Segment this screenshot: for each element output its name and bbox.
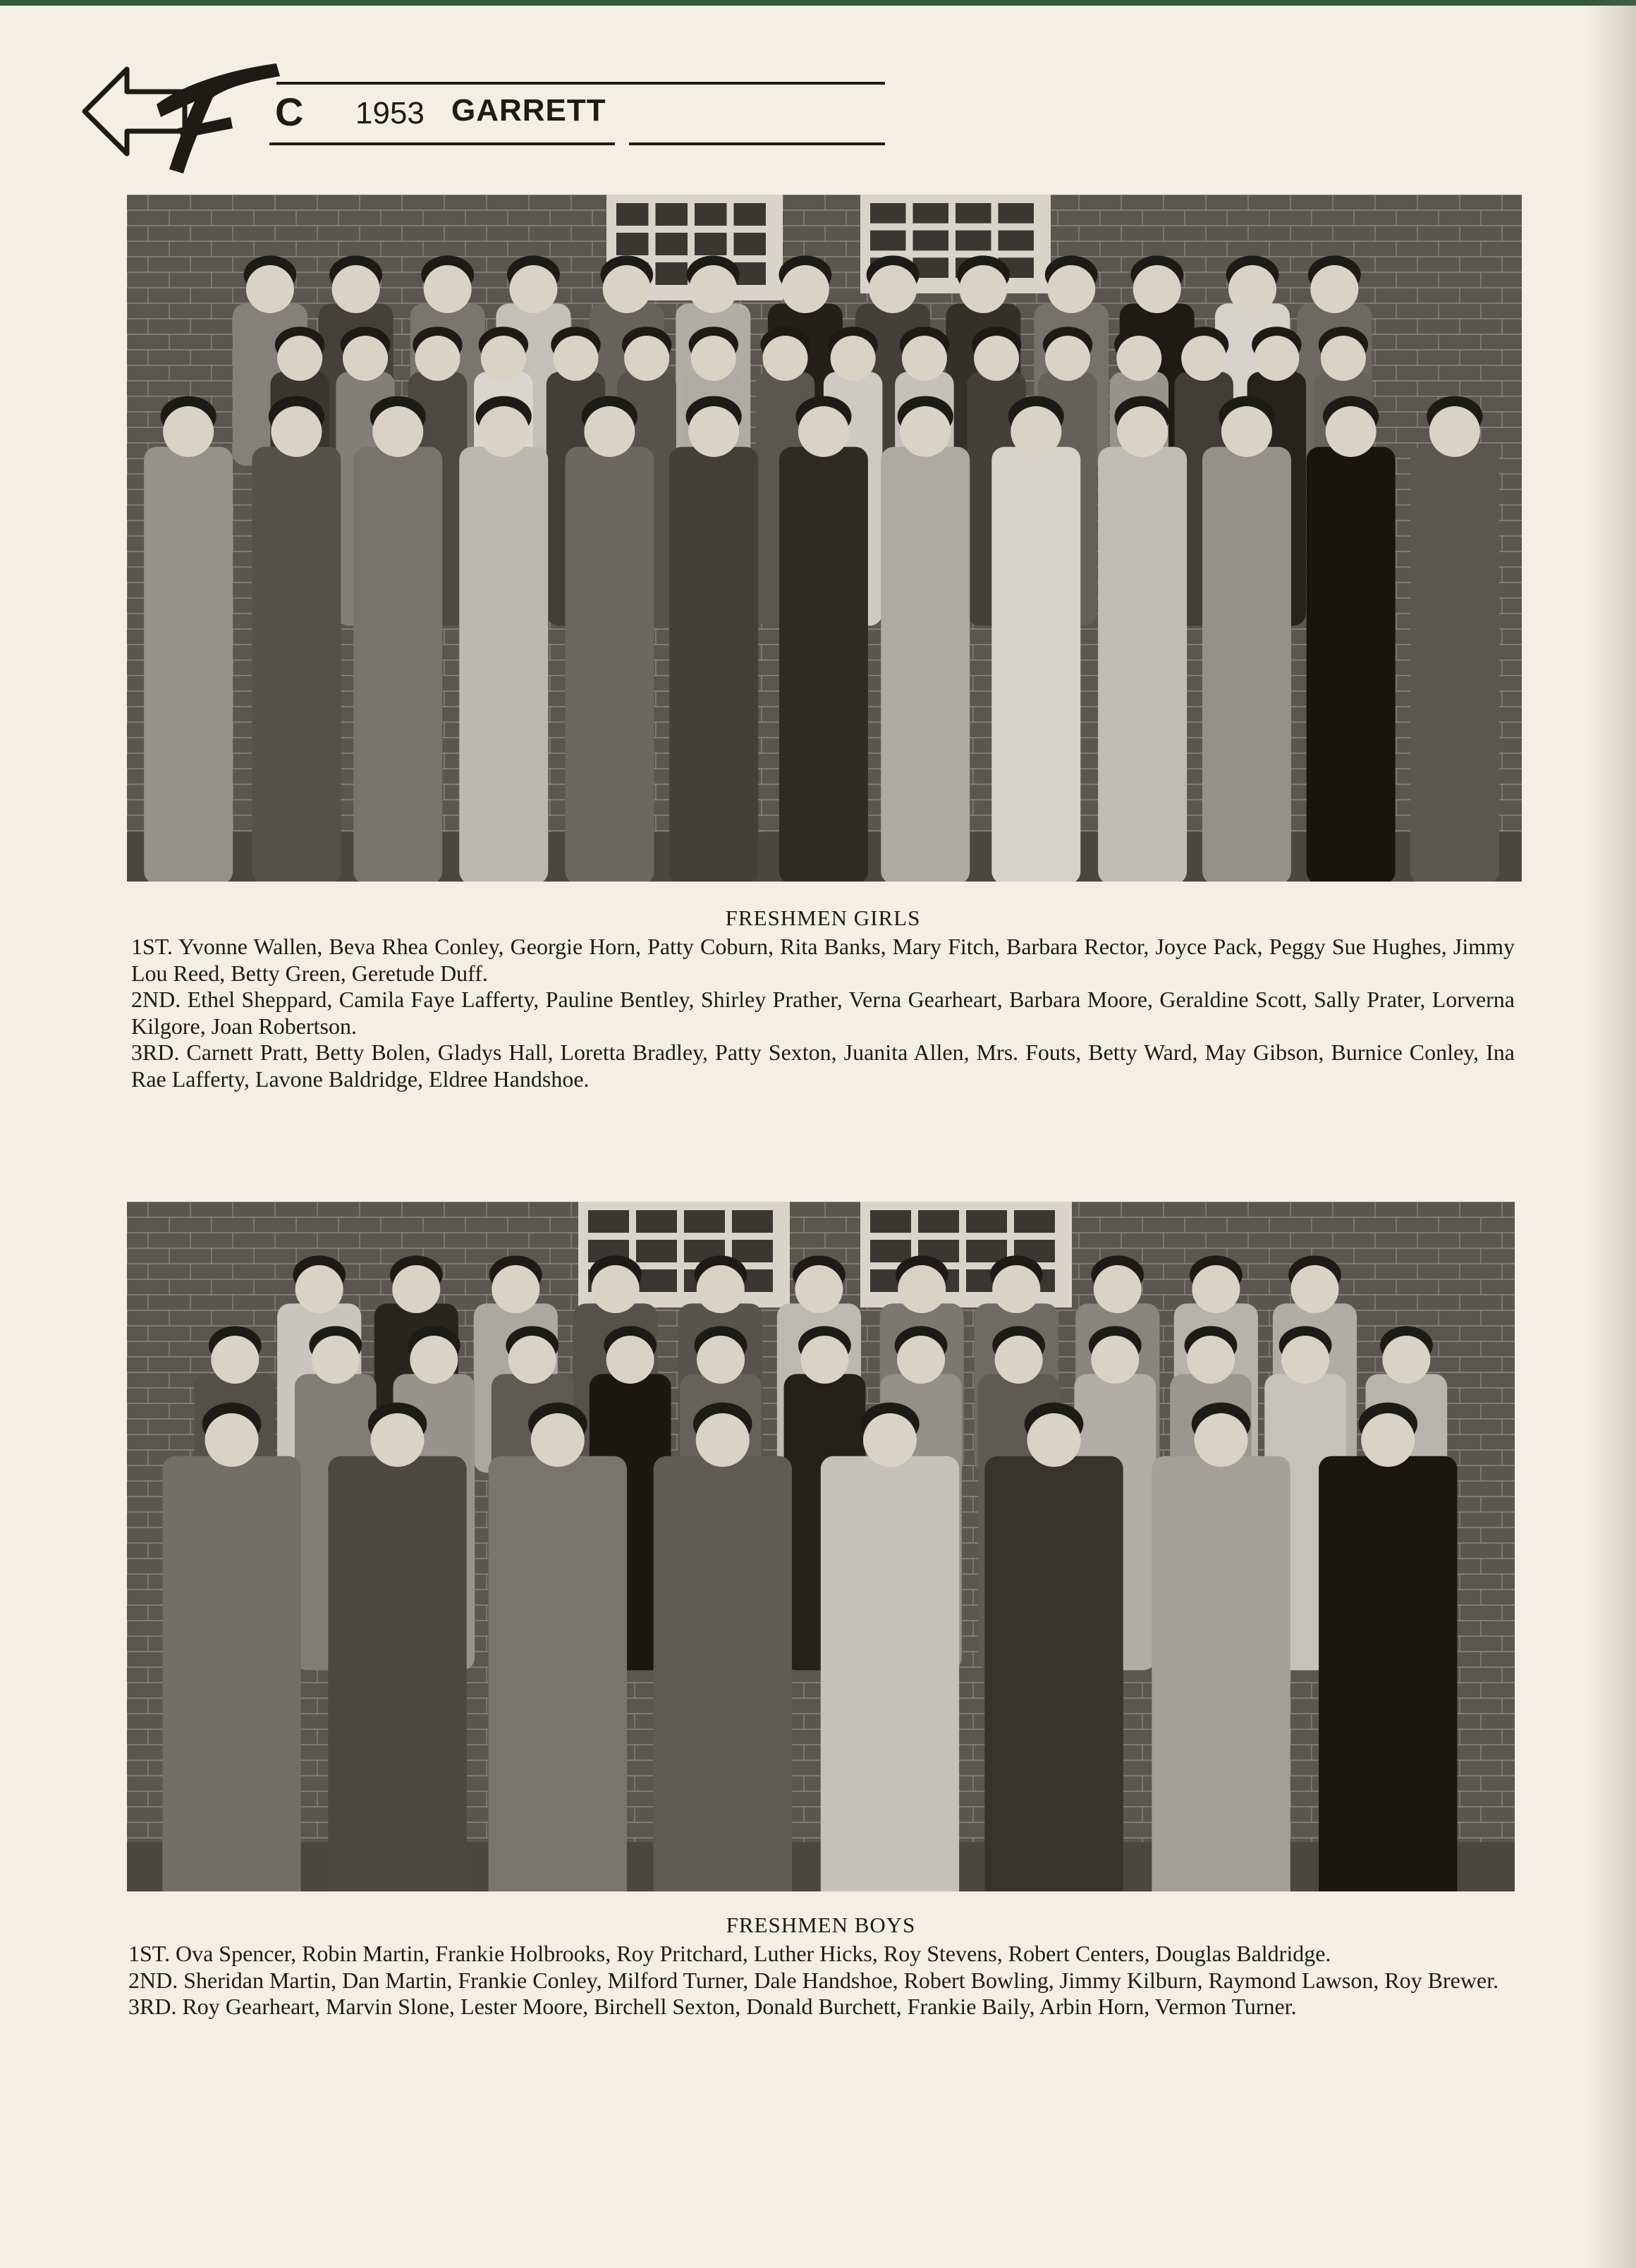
girls-row-first: 1ST. Yvonne Wallen, Beva Rhea Conley, Georgie Horn, Patty Coburn, Rita Banks, Mary Fitch, Barbara Rector, Joyce Pack, Peggy Sue Hughes, Jimmy Lou Reed, Betty Green, Geretude Duff.	[131, 934, 1515, 986]
freshmen-girls-photo	[127, 195, 1522, 882]
girls-row-third: 3RD. Carnett Pratt, Betty Bolen, Gladys Hall, Loretta Bradley, Patty Sexton, Juanita Allen, Mrs. Fouts, Betty Ward, May Gibson, Burnice Conley, Ina Rae Lafferty, Lavone Baldridge, Eldree Handshoe.	[131, 1040, 1515, 1092]
yearbook-year: 1953	[355, 96, 425, 130]
girls-row-second: 2ND. Ethel Sheppard, Camila Faye Lafferty, Pauline Bentley, Shirley Prather, Verna Gearheart, Barbara Moore, Geraldine Scott, Sally Prater, Lorverna Kilgore, Joan Robertson.	[131, 987, 1515, 1039]
boys-photo-image	[127, 1202, 1515, 1891]
girls-caption-title: FRESHMEN GIRLS	[725, 906, 921, 930]
school-name: GARRETT	[451, 93, 606, 128]
boys-row-first: 1ST. Ova Spencer, Robin Martin, Frankie Holbrooks, Roy Pritchard, Luther Hicks, Roy Stevens, Robert Centers, Douglas Baldridge.	[128, 1941, 1331, 1966]
boys-row-second: 2ND. Sheridan Martin, Dan Martin, Frankie Conley, Milford Turner, Dale Handshoe, Robert Bowling, Jimmy Kilburn, Raymond Lawson, Roy Brewer.	[128, 1967, 1499, 1993]
page-binding-shadow	[1587, 0, 1636, 2268]
boys-row-third: 3RD. Roy Gearheart, Marvin Slone, Lester Moore, Birchell Sexton, Donald Burchett, Frankie Baily, Arbin Horn, Vermon Turner.	[128, 1994, 1297, 2019]
boys-caption	[128, 1913, 1513, 2020]
girls-caption	[131, 906, 1515, 1092]
section-letter: C	[275, 90, 304, 134]
boys-caption-title: FRESHMEN BOYS	[726, 1913, 916, 1937]
freshmen-boys-photo	[127, 1202, 1515, 1891]
girls-photo-image	[127, 195, 1522, 882]
page-header	[79, 55, 890, 175]
page-top-edge	[0, 0, 1636, 6]
